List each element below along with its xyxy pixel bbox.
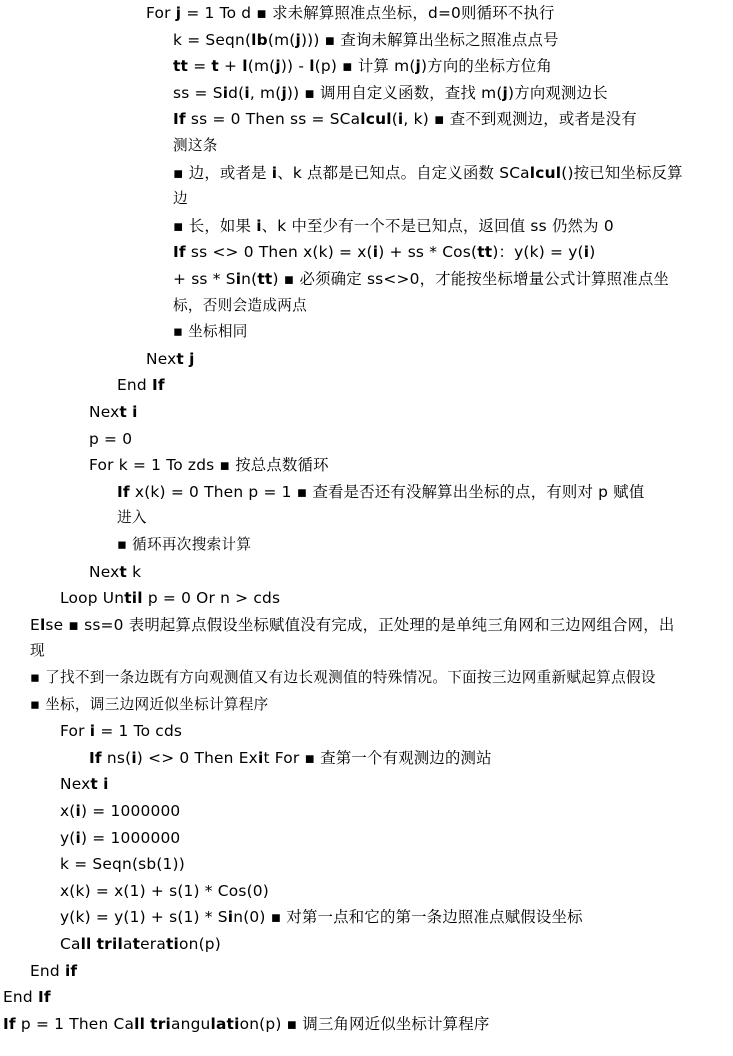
code-token: ▪ 坐标相同 xyxy=(173,323,248,341)
code-token: l xyxy=(309,57,315,76)
code-line xyxy=(0,878,733,904)
code-line xyxy=(0,612,733,638)
code-token: If xyxy=(151,376,165,395)
code-token: 进入 xyxy=(117,509,147,527)
code-line xyxy=(0,851,733,877)
code-token: ▪ 循环再次搜索计算 xyxy=(117,536,252,553)
code-token: i xyxy=(75,828,81,847)
code-token: x( xyxy=(60,802,76,820)
code-token: ti xyxy=(165,935,180,953)
code-token: p = 1 Then Ca xyxy=(15,1014,135,1033)
code-token: 边 xyxy=(173,190,188,208)
code-token: Nex xyxy=(89,403,120,421)
code-token: t xyxy=(211,57,219,76)
code-line xyxy=(0,532,733,558)
code-token: ) = 1000000 xyxy=(81,802,181,820)
code-token: )方向观测边长 xyxy=(508,83,608,102)
code-line xyxy=(0,798,733,824)
code-token: , m( xyxy=(249,83,282,102)
code-token: i xyxy=(244,83,250,102)
code-token: End xyxy=(30,961,65,980)
code-token: ) = 1000000 xyxy=(81,828,181,847)
code-line xyxy=(0,27,733,53)
code-token: l xyxy=(39,615,46,634)
code-token: on(p) xyxy=(179,935,221,953)
code-token: For xyxy=(60,722,90,741)
code-line xyxy=(0,452,733,478)
code-token: n( xyxy=(241,270,258,288)
code-token: i xyxy=(583,243,590,262)
code-token: (m( xyxy=(267,30,296,49)
code-token: j xyxy=(281,83,287,102)
code-token: lcul xyxy=(529,163,562,182)
code-line xyxy=(0,213,733,239)
code-line xyxy=(0,186,733,212)
code-token: lb xyxy=(251,30,268,49)
code-line xyxy=(0,293,733,319)
code-token: tt xyxy=(257,270,273,288)
code-token: l xyxy=(242,57,248,76)
code-line xyxy=(0,638,733,664)
code-token: Nex xyxy=(89,562,120,581)
code-line xyxy=(0,239,733,265)
code-token: Nex xyxy=(60,775,91,794)
code-token: ))) ▪ 查询未解算出坐标之照准点点号 xyxy=(300,30,559,49)
code-line xyxy=(0,958,733,984)
code-token: (p) ▪ 计算 m( xyxy=(314,57,416,76)
code-token: tri xyxy=(150,1014,171,1033)
code-token: ▪ 边，或者是 xyxy=(173,163,272,182)
code-line xyxy=(0,585,733,611)
code-line xyxy=(0,426,733,452)
code-token: If xyxy=(37,988,51,1007)
code-token: k xyxy=(126,562,142,581)
code-line xyxy=(0,319,733,345)
code-token: + xyxy=(218,57,243,76)
code-token: i xyxy=(256,216,262,235)
code-line xyxy=(0,904,733,930)
code-line xyxy=(0,665,733,691)
code-token: i xyxy=(235,270,242,288)
code-token: 、k 点都是已知点。自定义函数 SCa xyxy=(277,163,530,182)
code-token: Loop Un xyxy=(60,589,125,608)
code-token: x(k) = 0 Then p = 1 ▪ 查看是否还有没解算出坐标的点，有则对 p 赋值 xyxy=(129,482,645,501)
code-line xyxy=(0,346,733,372)
code-token: End xyxy=(117,376,152,395)
code-token: )：y(k) = y( xyxy=(492,243,584,262)
code-token: Nex xyxy=(146,349,177,368)
code-token: era xyxy=(140,935,166,953)
code-line xyxy=(0,106,733,132)
code-token: i xyxy=(222,83,229,102)
code-token: til xyxy=(124,589,143,608)
code-line xyxy=(0,505,733,531)
code-token: i xyxy=(89,722,96,741)
code-line xyxy=(0,692,733,718)
code-token: t xyxy=(132,935,141,953)
code-line xyxy=(0,825,733,851)
code-token: = 1 To d ▪ 求未解算照准点坐标，d=0则循环不执行 xyxy=(181,4,555,22)
code-token: a xyxy=(122,935,133,953)
code-token: i xyxy=(372,243,379,262)
code-token: k = Seqn( xyxy=(173,30,252,49)
code-token: ) xyxy=(589,243,596,262)
code-token: i xyxy=(257,748,264,767)
code-token: j xyxy=(502,83,509,102)
code-token: ▪ 长，如果 xyxy=(173,216,257,235)
code-token: If xyxy=(3,1014,16,1033)
code-token: tril xyxy=(96,935,123,953)
code-token: y( xyxy=(60,828,76,847)
code-token: ) + ss * Cos( xyxy=(378,243,478,262)
code-token: 标，否则会造成两点 xyxy=(173,296,308,314)
code-token: on(p) ▪ 调三角网近似坐标计算程序 xyxy=(239,1014,490,1033)
code-token: p = 0 xyxy=(89,429,133,448)
code-token: ( xyxy=(391,110,398,129)
code-token: )方向的坐标方位角 xyxy=(421,57,552,76)
code-token: ll xyxy=(134,1014,146,1033)
code-token: If xyxy=(89,748,102,767)
code-token: d( xyxy=(228,83,245,102)
code-token: ) <> 0 Then Ex xyxy=(136,748,258,767)
code-token: angu xyxy=(170,1014,211,1033)
code-line xyxy=(0,479,733,505)
code-token: + ss * S xyxy=(173,270,236,288)
code-token: i xyxy=(397,110,404,129)
code-token: For k = 1 To zds ▪ 按总点数循环 xyxy=(89,456,329,475)
code-token: tt xyxy=(477,243,493,262)
code-token: if xyxy=(64,961,78,980)
code-token: se ▪ ss=0 表明起算点假设坐标赋值没有完成，正处理的是单纯三角网和三边网组合网，出 xyxy=(45,615,675,634)
code-token: If xyxy=(173,110,186,129)
code-line xyxy=(0,399,733,425)
code-line xyxy=(0,53,733,79)
code-line xyxy=(0,372,733,398)
code-token: 测这条 xyxy=(173,137,218,154)
code-line xyxy=(0,745,733,771)
code-token: j xyxy=(175,4,182,22)
code-token: i xyxy=(103,775,109,794)
code-token: ll xyxy=(80,935,92,953)
code-token: End xyxy=(3,988,38,1007)
code-token: ()按已知坐标反算 xyxy=(561,163,683,182)
code-token: ) ▪ 必须确定 ss<>0，才能按坐标增量公式计算照准点坐 xyxy=(272,270,670,288)
code-line xyxy=(0,1011,733,1037)
code-token: ss = 0 Then ss = SCa xyxy=(185,110,361,129)
code-line xyxy=(0,80,733,106)
code-token: j xyxy=(189,349,195,368)
code-token: i xyxy=(75,802,81,820)
code-token: j xyxy=(295,30,301,49)
code-token: t xyxy=(119,403,127,421)
code-token: j xyxy=(415,57,422,76)
code-token: j xyxy=(275,57,281,76)
code-token: ss = S xyxy=(173,83,223,102)
code-line xyxy=(0,984,733,1010)
code-token: = xyxy=(188,57,212,76)
code-token: ▪ 坐标，调三边网近似坐标计算程序 xyxy=(30,695,269,713)
code-token: , k) ▪ 查不到观测边，或者是没有 xyxy=(403,110,637,129)
code-token: p = 0 Or n > cds xyxy=(142,589,281,608)
code-token: E xyxy=(30,615,40,634)
code-token: 、k 中至少有一个不是已知点，返回值 ss 仍然为 0 xyxy=(261,216,614,235)
code-token: i xyxy=(271,163,278,182)
code-line xyxy=(0,931,733,957)
code-token: t xyxy=(176,349,184,368)
code-token: ns( xyxy=(101,748,132,767)
code-token: t For ▪ 查第一个有观测边的测站 xyxy=(263,748,492,767)
code-token: )) - xyxy=(280,57,310,76)
code-token: lati xyxy=(210,1014,240,1033)
code-line xyxy=(0,559,733,585)
code-token: 现 xyxy=(30,642,45,660)
code-token: lcul xyxy=(360,110,392,129)
code-token: ss <> 0 Then x(k) = x( xyxy=(185,243,373,262)
code-line xyxy=(0,266,733,292)
code-token: ▪ 了找不到一条边既有方向观测值又有边长观测值的特殊情况。下面按三边网重新赋起算点假设 xyxy=(30,669,656,686)
code-token: i xyxy=(227,908,234,927)
code-token: n(0) ▪ 对第一点和它的第一条边照准点赋假设坐标 xyxy=(233,908,583,927)
code-token: For xyxy=(146,4,176,22)
code-token: If xyxy=(173,243,186,262)
code-line xyxy=(0,718,733,744)
code-line xyxy=(0,133,733,159)
code-token: tt xyxy=(173,57,189,76)
code-line xyxy=(0,771,733,797)
code-line xyxy=(0,160,733,186)
code-line xyxy=(0,0,733,26)
code-token: x(k) = x(1) + s(1) * Cos(0) xyxy=(60,881,269,900)
code-token: (m( xyxy=(247,57,276,76)
code-token: k = Seqn(sb(1)) xyxy=(60,855,185,874)
code-token: i xyxy=(131,748,137,767)
code-token: = 1 To cds xyxy=(95,722,183,741)
code-token: i xyxy=(132,403,138,421)
code-token: )) ▪ 调用自定义函数，查找 m( xyxy=(286,83,503,102)
code-token: If xyxy=(117,482,130,501)
code-token: t xyxy=(119,562,127,581)
code-token: Ca xyxy=(60,935,81,953)
code-token: t xyxy=(90,775,98,794)
code-token: y(k) = y(1) + s(1) * S xyxy=(60,908,228,927)
